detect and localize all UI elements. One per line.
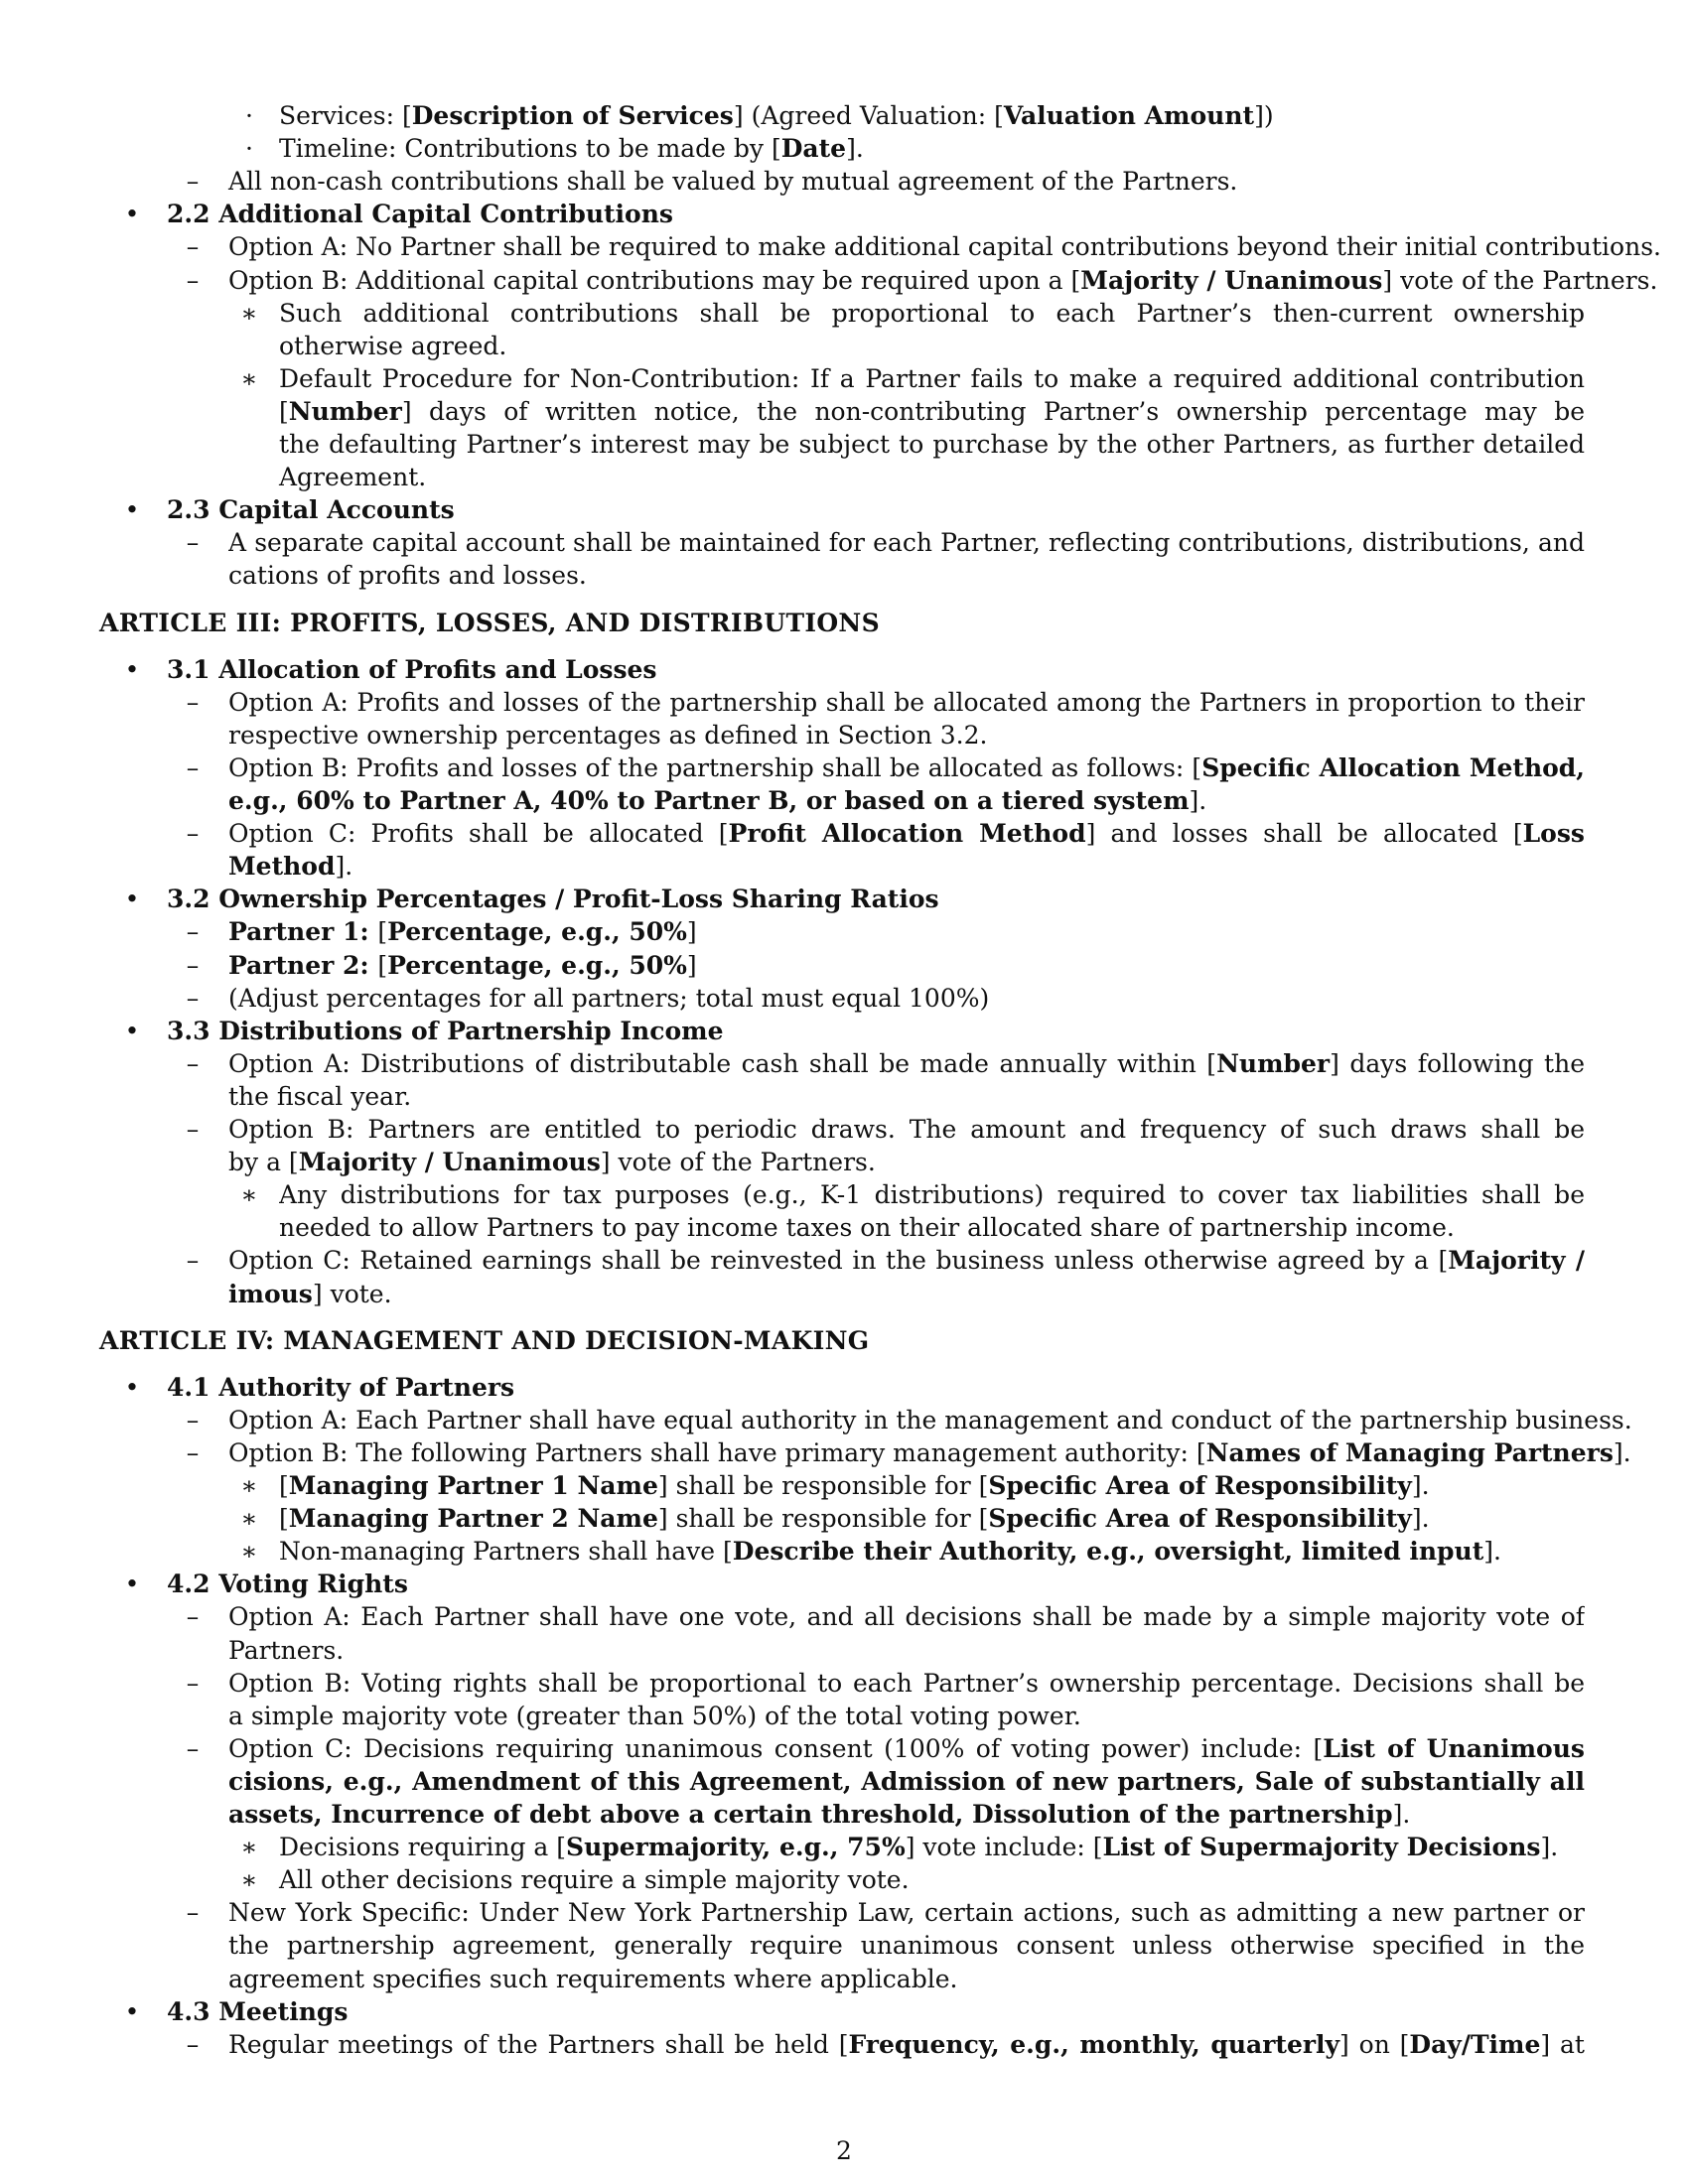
text-line-continuation bbox=[228, 1278, 1585, 1310]
text: Any distributions for tax purposes (e.g., K-1 distributions) required to cover tax liabilities shall be bbox=[279, 1180, 1585, 1210]
bold-text: Description of Services bbox=[411, 101, 734, 130]
list-item-line bbox=[228, 1244, 1585, 1277]
bold-text: e.g., 60% to Partner A, 40% to Partner B, or based on a tiered system bbox=[228, 786, 1190, 815]
list-item-line bbox=[228, 1047, 1585, 1080]
text: ] on [ bbox=[1339, 2029, 1410, 2059]
text: Option C: Profits shall be allocated [ bbox=[228, 819, 729, 849]
text: Option B: Voting rights shall be proportional to each Partner’s ownership percentage. Decisions shall be bbox=[228, 1668, 1585, 1698]
bold-text: Supermajority, e.g., 75% bbox=[566, 1833, 906, 1862]
text: Option B: Profits and losses of the partnership shall be allocated as follows: [ bbox=[228, 752, 1202, 782]
list-item-line bbox=[167, 493, 1585, 526]
text-line-continuation bbox=[228, 1765, 1585, 1798]
text: [ bbox=[377, 950, 388, 980]
bold-text: 3.2 Ownership Percentages / Profit-Loss Sharing Ratios bbox=[167, 885, 939, 914]
bullet-marker: • bbox=[124, 1996, 140, 2026]
dash-marker: – bbox=[186, 1437, 200, 1467]
text: ] bbox=[686, 950, 697, 980]
text-line-continuation bbox=[228, 1080, 1585, 1113]
bold-text: Specific Area of Responsibility bbox=[988, 1504, 1412, 1534]
bold-text: 4.2 Voting Rights bbox=[167, 1570, 408, 1599]
dash-marker: – bbox=[186, 167, 200, 197]
text: ] shall be responsible for [ bbox=[657, 1471, 989, 1500]
bold-text: Majority / Unanimous bbox=[298, 1148, 601, 1177]
text-line-continuation bbox=[228, 1146, 1585, 1178]
star-marker: ∗ bbox=[240, 1180, 258, 1210]
page-number: 2 bbox=[836, 2136, 852, 2165]
text: ]) bbox=[1254, 101, 1274, 130]
bold-text: Loss bbox=[1522, 819, 1585, 849]
text: Option A: Each Partner shall have one vote, and all decisions shall be made by a simple majority vote of bbox=[228, 1602, 1585, 1632]
text: ] shall be responsible for [ bbox=[657, 1504, 989, 1534]
list-item-line bbox=[228, 165, 1585, 198]
text-line-continuation bbox=[228, 1929, 1585, 1962]
bold-text: Percentage, e.g., 50% bbox=[387, 917, 687, 947]
text-line-continuation bbox=[279, 461, 1585, 493]
text: Such additional contributions shall be proportional to each Partner’s then-current ownership bbox=[279, 298, 1585, 328]
bold-text: Number bbox=[288, 396, 402, 426]
text-line-continuation bbox=[228, 1700, 1585, 1732]
dash-marker: – bbox=[186, 265, 200, 295]
list-item-line bbox=[279, 132, 1585, 165]
bold-text: 3.3 Distributions of Partnership Income bbox=[167, 1016, 724, 1045]
list-item-line bbox=[228, 686, 1585, 719]
text: All other decisions require a simple majority vote. bbox=[279, 1865, 910, 1895]
article-heading bbox=[99, 607, 1585, 639]
dash-marker: – bbox=[186, 1115, 200, 1144]
text: ]. bbox=[335, 852, 353, 882]
star-marker: ∗ bbox=[240, 363, 258, 393]
text-line-continuation bbox=[228, 1634, 1585, 1667]
text-line-continuation bbox=[228, 719, 1585, 751]
bold-text: 2.3 Capital Accounts bbox=[167, 495, 455, 525]
text: ] vote of the Partners. bbox=[600, 1148, 876, 1177]
dash-marker: – bbox=[186, 232, 200, 262]
text: ] vote of the Partners. bbox=[1382, 265, 1658, 295]
star-marker: · bbox=[245, 101, 253, 130]
text: ] and losses shall be allocated [ bbox=[1085, 819, 1523, 849]
article-heading bbox=[99, 1324, 1585, 1357]
list-item-line bbox=[167, 1568, 1585, 1600]
text-line-continuation bbox=[228, 559, 1585, 592]
list-item-line bbox=[228, 1732, 1585, 1765]
text-line-continuation bbox=[279, 395, 1585, 428]
bold-text: assets, Incurrence of debt above a certain threshold, Dissolution of the partnership bbox=[228, 1800, 1393, 1829]
list-item-line bbox=[228, 817, 1585, 850]
star-marker: ∗ bbox=[240, 298, 258, 328]
dash-marker: – bbox=[186, 528, 200, 558]
text: ]. bbox=[1411, 1504, 1430, 1534]
list-item-line bbox=[228, 751, 1585, 784]
text: ]. bbox=[1613, 1437, 1631, 1467]
dash-marker: – bbox=[186, 687, 200, 717]
list-item-line bbox=[167, 883, 1585, 915]
text: Partners. bbox=[228, 1635, 345, 1665]
bold-text: Frequency, e.g., monthly, quarterly bbox=[848, 2029, 1340, 2059]
bold-text: Percentage, e.g., 50% bbox=[387, 950, 687, 980]
bold-text: cisions, e.g., Amendment of this Agreement, Admission of new partners, Sale of substantially all bbox=[228, 1766, 1585, 1796]
text: Option B: The following Partners shall have primary management authority: [ bbox=[228, 1437, 1206, 1467]
bold-text: imous bbox=[228, 1279, 313, 1308]
bold-text: Describe their Authority, e.g., oversight, limited input bbox=[732, 1537, 1484, 1567]
text: [ bbox=[279, 1504, 289, 1534]
text: ] days following the bbox=[1330, 1048, 1585, 1078]
text: Non-managing Partners shall have [ bbox=[279, 1537, 733, 1567]
list-item-line bbox=[279, 99, 1585, 132]
dash-marker: – bbox=[186, 1048, 200, 1078]
list-item-line bbox=[279, 1831, 1585, 1863]
bullet-marker: • bbox=[124, 1372, 140, 1402]
bold-text: Specific Allocation Method, bbox=[1201, 752, 1585, 782]
text: ] (Agreed Valuation: [ bbox=[733, 101, 1004, 130]
bold-text: List of Supermajority Decisions bbox=[1102, 1833, 1541, 1862]
bullet-marker: • bbox=[124, 200, 140, 229]
text: Agreement. bbox=[279, 463, 427, 492]
list-item-line bbox=[228, 1404, 1632, 1436]
text: ] vote include: [ bbox=[905, 1833, 1103, 1862]
dash-marker: – bbox=[186, 950, 200, 980]
text: Option A: Distributions of distributable cash shall be made annually within [ bbox=[228, 1048, 1217, 1078]
text: Timeline: Contributions to be made by [ bbox=[279, 134, 781, 164]
text: cations of profits and losses. bbox=[228, 561, 587, 591]
text: New York Specific: Under New York Partnership Law, certain actions, such as admitting a new partner or bbox=[228, 1898, 1585, 1928]
bold-text: Majority / Unanimous bbox=[1080, 265, 1383, 295]
dash-marker: – bbox=[186, 917, 200, 947]
bold-text: Number bbox=[1216, 1048, 1331, 1078]
list-item-line bbox=[167, 1371, 1585, 1404]
text: ] vote. bbox=[312, 1279, 392, 1308]
list-item-line bbox=[228, 949, 1585, 982]
text: All non-cash contributions shall be valued by mutual agreement of the Partners. bbox=[228, 167, 1238, 197]
star-marker: ∗ bbox=[240, 1471, 258, 1500]
dash-marker: – bbox=[186, 1668, 200, 1698]
dash-marker: – bbox=[186, 2029, 200, 2059]
bullet-marker: • bbox=[124, 885, 140, 914]
bold-text: Profit Allocation Method bbox=[728, 819, 1086, 849]
bold-text: Managing Partner 1 Name bbox=[288, 1471, 658, 1500]
text: Services: [ bbox=[279, 101, 412, 130]
bold-text: Majority / bbox=[1448, 1246, 1585, 1276]
bold-text: Date bbox=[780, 134, 847, 164]
text: Option C: Decisions requiring unanimous consent (100% of voting power) include: [ bbox=[228, 1733, 1324, 1763]
dash-marker: – bbox=[186, 1733, 200, 1763]
text: Regular meetings of the Partners shall be held [ bbox=[228, 2029, 849, 2059]
bold-text: Managing Partner 2 Name bbox=[288, 1504, 658, 1534]
list-item-line bbox=[279, 1178, 1585, 1211]
list-item-line bbox=[167, 653, 1585, 686]
text: needed to allow Partners to pay income taxes on their allocated share of partnership income. bbox=[279, 1213, 1455, 1243]
dash-marker: – bbox=[186, 819, 200, 849]
text: Default Procedure for Non-Contribution: If a Partner fails to make a required additional contribution bbox=[279, 363, 1585, 393]
list-item-line bbox=[279, 1535, 1585, 1568]
list-item-line bbox=[228, 915, 1585, 948]
list-item-line bbox=[279, 362, 1585, 395]
text: Option B: Partners are entitled to periodic draws. The amount and frequency of such draws shall be bbox=[228, 1115, 1585, 1144]
bullet-marker: • bbox=[124, 654, 140, 684]
text-line-continuation bbox=[279, 428, 1585, 461]
text-line-continuation bbox=[228, 850, 1585, 883]
dash-marker: – bbox=[186, 983, 200, 1013]
text: [ bbox=[279, 396, 289, 426]
text: the partnership agreement, generally require unanimous consent unless otherwise specified in the bbox=[228, 1931, 1585, 1961]
list-item-line bbox=[279, 1863, 1585, 1896]
bold-text: List of Unanimous bbox=[1323, 1733, 1585, 1763]
list-item-line bbox=[228, 1436, 1631, 1469]
list-item-line bbox=[279, 1469, 1585, 1502]
text: A separate capital account shall be maintained for each Partner, reflecting contributions, distributions, and bbox=[228, 528, 1585, 558]
text: ]. bbox=[1483, 1537, 1501, 1567]
text: Option A: Each Partner shall have equal authority in the management and conduct of the partnership business. bbox=[228, 1405, 1632, 1434]
text: ]. bbox=[1392, 1800, 1411, 1829]
list-item-line bbox=[228, 230, 1661, 263]
text: Option A: Profits and losses of the partnership shall be allocated among the Partners in proportion to their bbox=[228, 687, 1585, 717]
bold-text: Method bbox=[228, 852, 336, 882]
text: ]. bbox=[1411, 1471, 1430, 1500]
text: by a [ bbox=[228, 1148, 299, 1177]
text-line-continuation bbox=[228, 1798, 1585, 1831]
bold-text: Partner 1: bbox=[228, 917, 378, 947]
bold-text: 4.1 Authority of Partners bbox=[167, 1372, 515, 1402]
dash-marker: – bbox=[186, 1602, 200, 1632]
text: the defaulting Partner’s interest may be subject to purchase by the other Partners, as further detailed bbox=[279, 430, 1585, 459]
bold-text: 2.2 Additional Capital Contributions bbox=[167, 200, 673, 229]
text: Option B: Additional capital contributions may be required upon a [ bbox=[228, 265, 1081, 295]
list-item-line bbox=[228, 1600, 1585, 1633]
bold-text: ARTICLE IV: MANAGEMENT AND DECISION-MAKING bbox=[99, 1325, 870, 1355]
text: (Adjust percentages for all partners; total must equal 100%) bbox=[228, 983, 990, 1013]
bold-text: Day/Time bbox=[1409, 2029, 1541, 2059]
text: respective ownership percentages as defined in Section 3.2. bbox=[228, 720, 988, 750]
star-marker: ∗ bbox=[240, 1537, 258, 1567]
bold-text: ARTICLE III: PROFITS, LOSSES, AND DISTRIBUTIONS bbox=[99, 608, 880, 637]
text-line-continuation bbox=[228, 784, 1585, 817]
text: Decisions requiring a [ bbox=[279, 1833, 567, 1862]
list-item-line bbox=[228, 1113, 1585, 1146]
text: [ bbox=[377, 917, 388, 947]
text: a simple majority vote (greater than 50%) of the total voting power. bbox=[228, 1701, 1081, 1730]
text: ]. bbox=[846, 134, 864, 164]
list-item-line bbox=[167, 1995, 1585, 2028]
star-marker: ∗ bbox=[240, 1833, 258, 1862]
list-item-line bbox=[167, 198, 1585, 230]
text: ]. bbox=[1189, 786, 1207, 815]
text: [ bbox=[279, 1471, 289, 1500]
text: Option A: No Partner shall be required to make additional capital contributions beyond their initial contributions. bbox=[228, 232, 1661, 262]
dash-marker: – bbox=[186, 1246, 200, 1276]
text-line-continuation bbox=[279, 1211, 1585, 1244]
text: ] days of written notice, the non-contributing Partner’s ownership percentage may be bbox=[401, 396, 1585, 426]
text-line-continuation bbox=[279, 330, 1585, 362]
text: agreement specifies such requirements where applicable. bbox=[228, 1964, 958, 1993]
star-marker: ∗ bbox=[240, 1865, 258, 1895]
text: ]. bbox=[1540, 1833, 1559, 1862]
list-item-line bbox=[167, 1015, 1585, 1047]
list-item-line bbox=[228, 1667, 1585, 1700]
star-marker: · bbox=[245, 134, 253, 164]
list-item-line bbox=[228, 982, 1585, 1015]
text-line-continuation bbox=[228, 1963, 1585, 1995]
star-marker: ∗ bbox=[240, 1504, 258, 1534]
bold-text: Partner 2: bbox=[228, 950, 378, 980]
bold-text: 3.1 Allocation of Profits and Losses bbox=[167, 654, 657, 684]
text: the fiscal year. bbox=[228, 1081, 412, 1111]
bold-text: Names of Managing Partners bbox=[1205, 1437, 1614, 1467]
dash-marker: – bbox=[186, 1405, 200, 1434]
bullet-marker: • bbox=[124, 1570, 140, 1599]
list-item-line bbox=[279, 297, 1585, 330]
dash-marker: – bbox=[186, 1898, 200, 1928]
list-item-line bbox=[228, 264, 1658, 297]
list-item-line bbox=[228, 526, 1585, 559]
dash-marker: – bbox=[186, 752, 200, 782]
bold-text: 4.3 Meetings bbox=[167, 1996, 349, 2026]
bullet-marker: • bbox=[124, 495, 140, 525]
text: Option C: Retained earnings shall be reinvested in the business unless otherwise agreed by a [ bbox=[228, 1246, 1449, 1276]
list-item-line bbox=[279, 1502, 1585, 1535]
text: ] bbox=[686, 917, 697, 947]
list-item-line bbox=[228, 1896, 1585, 1929]
bold-text: Valuation Amount bbox=[1003, 101, 1255, 130]
list-item-line bbox=[228, 2028, 1585, 2061]
text: otherwise agreed. bbox=[279, 331, 507, 360]
text: ] at bbox=[1540, 2029, 1585, 2059]
bold-text: Specific Area of Responsibility bbox=[988, 1471, 1412, 1500]
bullet-marker: • bbox=[124, 1016, 140, 1045]
